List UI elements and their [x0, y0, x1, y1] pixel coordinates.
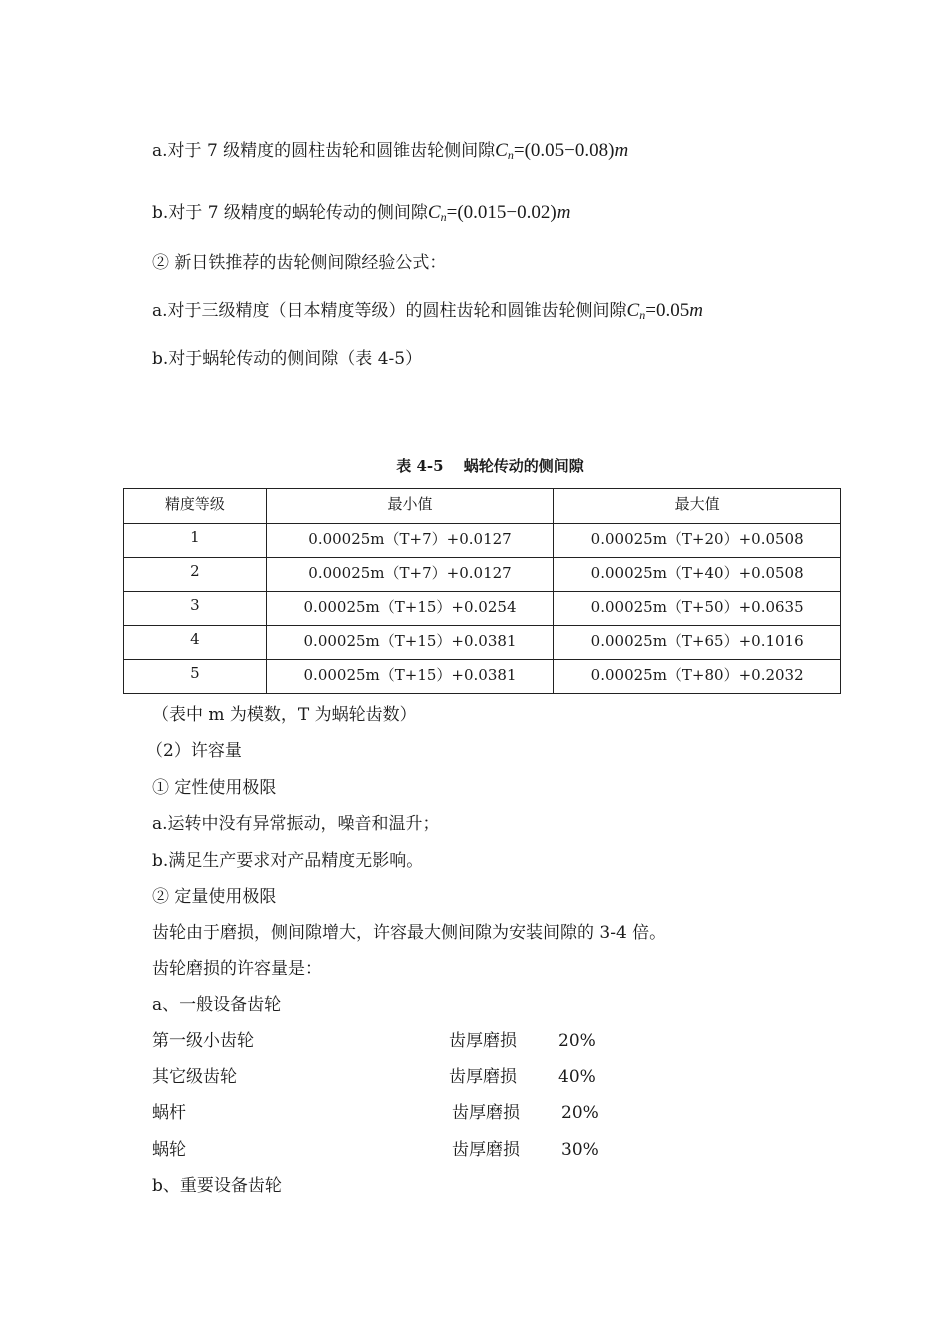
table-row [124, 524, 841, 558]
cell-min: 0.00025m（T+15）+0.0381 [266, 660, 554, 694]
table-caption: 表 4-5 蜗轮传动的侧间隙 [396, 457, 584, 475]
cell-grade: 1 [124, 524, 267, 558]
cell-grade: 2 [124, 558, 267, 592]
wear-item-name: 第一级小齿轮 [152, 1031, 254, 1051]
table-row [124, 592, 841, 626]
paragraph-nippon-steel: ② 新日铁推荐的齿轮侧间隙经验公式： [152, 253, 447, 273]
cell-min: 0.00025m（T+15）+0.0381 [266, 626, 554, 660]
item-a-vibration: a.运转中没有异常振动，噪音和温升； [152, 814, 440, 834]
wear-item-name: 蜗杆 [152, 1103, 186, 1123]
header-min: 最小值 [266, 489, 554, 524]
header-grade: 精度等级 [124, 489, 267, 524]
cell-max: 0.00025m（T+50）+0.0635 [554, 592, 841, 626]
cell-grade: 5 [124, 660, 267, 694]
wear-item-value: 40% [558, 1067, 596, 1087]
paragraph-b-worm-table: b.对于蜗轮传动的侧间隙（表 4-5） [152, 349, 423, 369]
item-b-precision: b.满足生产要求对产品精度无影响。 [152, 851, 424, 871]
wear-item-label: 齿厚磨损 [452, 1103, 520, 1123]
cell-max: 0.00025m（T+65）+0.1016 [554, 626, 841, 660]
subheading-quantitative: ② 定量使用极限 [152, 887, 277, 907]
cell-max: 0.00025m（T+20）+0.0508 [554, 524, 841, 558]
paragraph-text: a.对于三级精度（日本精度等级）的圆柱齿轮和圆锥齿轮侧间隙 [152, 301, 627, 321]
table-row [124, 626, 841, 660]
formula-cn: $C_n=(0.05-0.08)m$ [495, 140, 629, 162]
wear-item-value: 20% [558, 1031, 596, 1051]
paragraph-a-jis [152, 300, 703, 326]
wear-intro: 齿轮磨损的许容量是： [152, 959, 322, 979]
header-max: 最大值 [554, 489, 841, 524]
cell-max: 0.00025m（T+40）+0.0508 [554, 558, 841, 592]
wear-item-label: 齿厚磨损 [452, 1140, 520, 1160]
important-gears-heading: b、重要设备齿轮 [152, 1176, 282, 1196]
wear-item-value: 20% [561, 1103, 599, 1123]
paragraph-a-cylindrical [152, 140, 628, 166]
cell-min: 0.00025m（T+15）+0.0254 [266, 592, 554, 626]
table-row [124, 558, 841, 592]
wear-item-label: 齿厚磨损 [449, 1067, 517, 1087]
formula-cn: $C_n=(0.015-0.02)m$ [427, 202, 571, 224]
table-header-row [124, 489, 841, 524]
backlash-table [123, 488, 841, 694]
formula-cn: $C_n=0.05m$ [626, 300, 703, 322]
table-note: （表中 m 为模数，T 为蜗轮齿数） [152, 705, 417, 725]
wear-explanation: 齿轮由于磨损，侧间隙增大，许容最大侧间隙为安装间隙的 3-4 倍。 [152, 923, 667, 943]
subheading-qualitative: ① 定性使用极限 [152, 778, 277, 798]
wear-item-name: 蜗轮 [152, 1140, 186, 1160]
cell-grade: 3 [124, 592, 267, 626]
general-gears-heading: a、一般设备齿轮 [152, 995, 282, 1015]
paragraph-b-worm [152, 202, 570, 228]
section-heading: （2）许容量 [146, 741, 242, 761]
wear-item-value: 30% [561, 1140, 599, 1160]
wear-item-label: 齿厚磨损 [449, 1031, 517, 1051]
cell-max: 0.00025m（T+80）+0.2032 [554, 660, 841, 694]
cell-min: 0.00025m（T+7）+0.0127 [266, 524, 554, 558]
table-row [124, 660, 841, 694]
cell-grade: 4 [124, 626, 267, 660]
wear-item-name: 其它级齿轮 [152, 1067, 237, 1087]
paragraph-text: b.对于 7 级精度的蜗轮传动的侧间隙 [152, 203, 428, 223]
paragraph-text: a.对于 7 级精度的圆柱齿轮和圆锥齿轮侧间隙 [152, 141, 496, 161]
cell-min: 0.00025m（T+7）+0.0127 [266, 558, 554, 592]
